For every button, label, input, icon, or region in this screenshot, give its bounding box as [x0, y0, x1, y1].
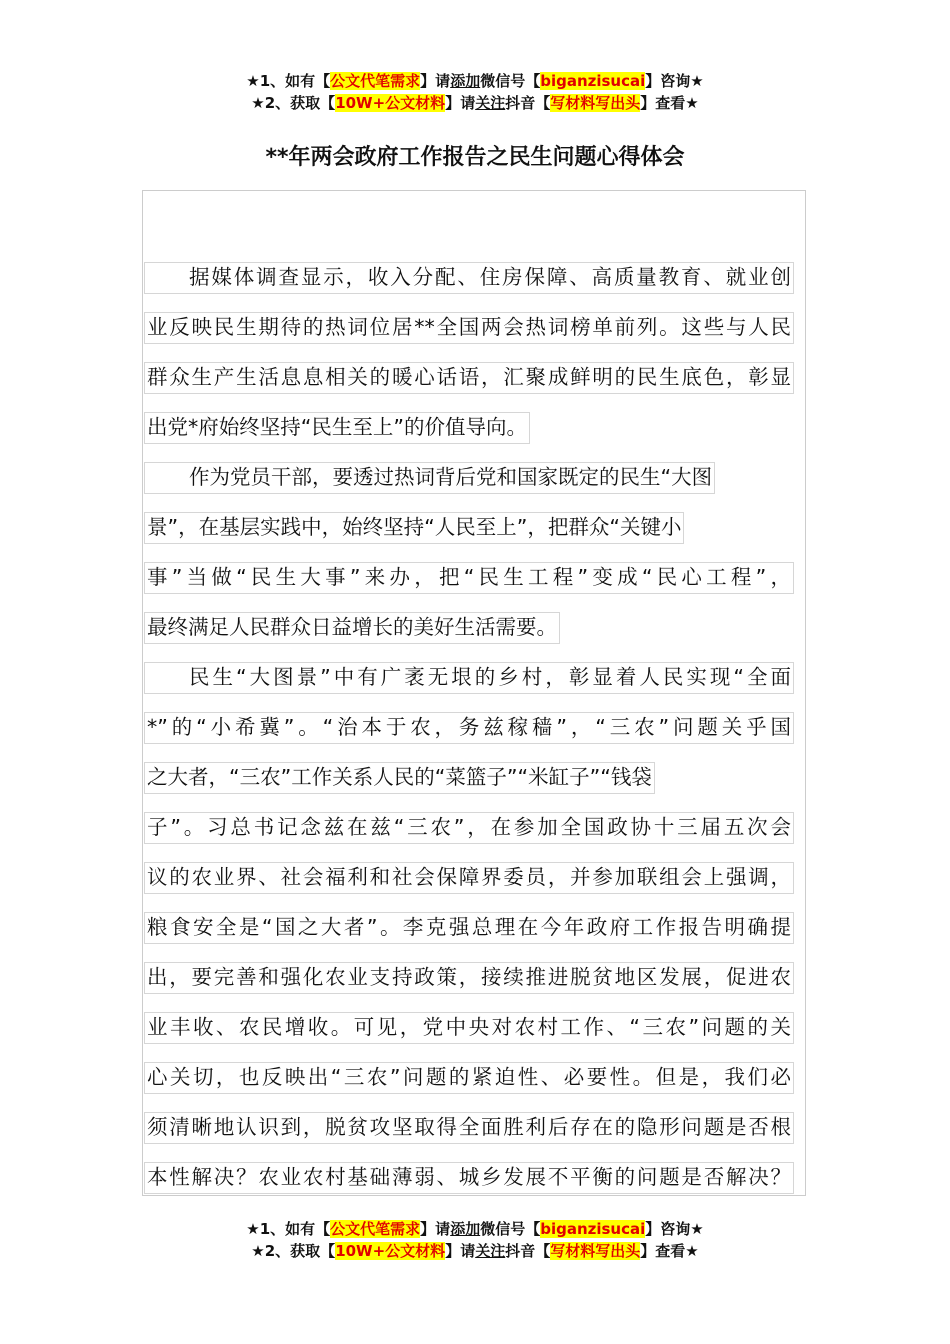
- paragraph-line: 民生“大图景”中有广袤无垠的乡村，彰显着人民实现“全面: [144, 653, 794, 703]
- paragraph-line: 本性解决？农业农村基础薄弱、城乡发展不平衡的问题是否解决？: [144, 1153, 794, 1203]
- paragraph-line: 粮食安全是“国之大者”。李克强总理在今年政府工作报告明确提: [144, 903, 794, 953]
- document-title: **年两会政府工作报告之民生问题心得体会: [265, 145, 685, 170]
- paragraph-line: 之大者，“三农”工作关系人民的“菜篮子”“米缸子”“钱袋: [144, 753, 794, 803]
- bottom-banner: [0, 1218, 950, 1262]
- highlight-text: 10W+公文材料: [335, 94, 446, 112]
- highlight-text: 10W+公文材料: [335, 1242, 446, 1260]
- highlight-text: biganzisucai: [540, 1220, 646, 1238]
- paragraph-line: 出，要完善和强化农业支持政策，接续推进脱贫地区发展，促进农: [144, 953, 794, 1003]
- paragraph-line: 群众生产生活息息相关的暖心话语，汇聚成鲜明的民生底色，彰显: [144, 353, 794, 403]
- paragraph-line: 作为党员干部，要透过热词背后党和国家既定的民生“大图: [144, 453, 794, 503]
- banner-line-1: ★1、如有【公文代笔需求】请添加微信号【biganzisucai】咨询★: [246, 72, 704, 90]
- highlight-text: 公文代笔需求: [330, 72, 421, 90]
- paragraph-line: 出党*府始终坚持“民生至上”的价值导向。: [144, 403, 794, 453]
- paragraph-line: 议的农业界、社会福利和社会保障界委员，并参加联组会上强调，: [144, 853, 794, 903]
- paragraph-line: 据媒体调查显示，收入分配、住房保障、高质量教育、就业创: [144, 253, 794, 303]
- paragraph-line: 业丰收、农民增收。可见，党中央对农村工作、“三农”问题的关: [144, 1003, 794, 1053]
- banner-line-2: ★2、获取【10W+公文材料】请关注抖音【写材料写出头】查看★: [251, 94, 699, 112]
- paragraph-line: 景”，在基层实践中，始终坚持“人民至上”，把群众“关键小: [144, 503, 794, 553]
- highlight-text: biganzisucai: [540, 72, 646, 90]
- banner-line-1: ★1、如有【公文代笔需求】请添加微信号【biganzisucai】咨询★: [246, 1220, 704, 1238]
- paragraph-line: 子”。习总书记念兹在兹“三农”，在参加全国政协十三届五次会: [144, 803, 794, 853]
- top-banner: [0, 70, 950, 114]
- paragraph-line: 事”当做“民生大事”来办，把“民生工程”变成“民心工程”，: [144, 553, 794, 603]
- banner-line-2: ★2、获取【10W+公文材料】请关注抖音【写材料写出头】查看★: [251, 1242, 699, 1260]
- highlight-text: 写材料写出头: [550, 1242, 641, 1260]
- paragraph-line: 须清晰地认识到，脱贫攻坚取得全面胜利后存在的隐形问题是否根: [144, 1103, 794, 1153]
- highlight-text: 写材料写出头: [550, 94, 641, 112]
- paragraph-line: 最终满足人民群众日益增长的美好生活需要。: [144, 603, 794, 653]
- paragraph-line: 业反映民生期待的热词位居**全国两会热词榜单前列。这些与人民: [144, 303, 794, 353]
- paragraph-line: 心关切，也反映出“三农”问题的紧迫性、必要性。但是，我们必: [144, 1053, 794, 1103]
- highlight-text: 公文代笔需求: [330, 1220, 421, 1238]
- document-body: [144, 253, 794, 1203]
- paragraph-line: *”的“小希冀”。“治本于农，务兹稼穑”，“三农”问题关乎国: [144, 703, 794, 753]
